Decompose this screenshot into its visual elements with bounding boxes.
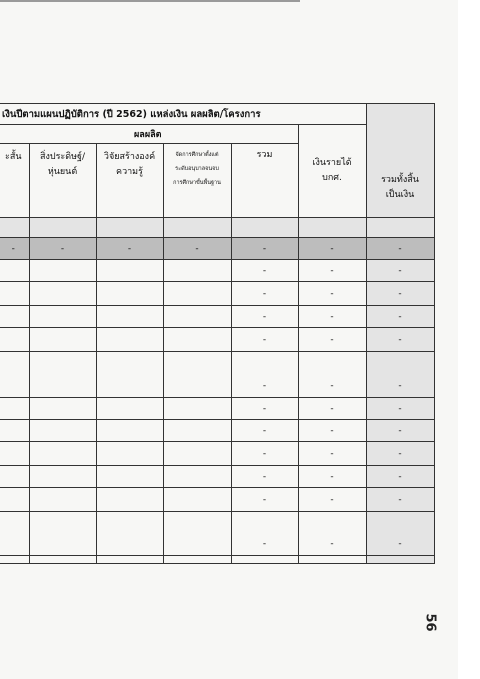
table-title: เงินปีตามแผนปฏิบัติการ (ปี 2562) แหล่งเงิน ผลผลิต/โครงการ [0,104,366,125]
col-sum [231,144,298,218]
dash-cell: - [231,282,298,306]
dash-cell: - [366,260,434,282]
col-education-label-3: การศึกษาขั้นพื้นฐาน [173,180,221,186]
col-education-label-2: ระดับอนุบาลจนจบ [175,166,219,172]
dash-cell: - [298,352,366,398]
dash-cell: - [366,420,434,442]
col-sum-label: รวม [256,150,273,160]
col-research [96,144,163,218]
group-header-output: ผลผลิต [0,125,298,144]
page-number: 56 [422,613,438,632]
dash-cell: - [366,488,434,512]
col-invention-label-1: สิ่งประดิษฐ์/ [39,152,86,162]
dash-cell: - [366,306,434,328]
dash-cell: - [298,306,366,328]
dash-cell: - [231,352,298,398]
dash-cell: - [231,512,298,556]
dash-cell: - [366,352,434,398]
budget-table [0,103,435,564]
col-income-label-2: บกศ. [322,173,342,183]
col-education [163,144,231,218]
col-research-label-2: ความรู้ [116,167,143,177]
dash-cell: - [298,238,366,260]
table-row [0,328,434,352]
dash-cell: - [231,306,298,328]
dash-cell: - [231,442,298,466]
table-row [0,218,434,238]
col-income [298,125,366,218]
table-row [0,466,434,488]
page-margin [458,0,480,679]
col-invention-label-2: หุ่นยนต์ [47,167,78,177]
dash-cell: - [298,442,366,466]
dash-cell: - [298,328,366,352]
dash-cell: - [298,260,366,282]
dash-cell: - [231,466,298,488]
dash-cell: - [298,398,366,420]
dash-cell: - [231,398,298,420]
dash-cell: - [163,238,231,260]
table-row [0,306,434,328]
table-row [0,442,434,466]
dash-cell: - [231,488,298,512]
table-row [0,556,434,564]
table-row [0,420,434,442]
dash-cell: - [29,238,96,260]
dash-cell: - [366,442,434,466]
dash-cell: - [0,238,29,260]
table-row [0,282,434,306]
dash-cell: - [298,282,366,306]
dash-cell: - [298,512,366,556]
table-row [0,488,434,512]
dash-cell: - [366,282,434,306]
dash-cell: - [366,512,434,556]
dash-cell: - [298,420,366,442]
dash-cell: - [231,420,298,442]
col-income-label-1: เงินรายได้ [312,158,352,168]
table-row [0,260,434,282]
dash-cell: - [366,466,434,488]
col-grand-total-label-1: รวมทั้งสิ้น [381,175,419,185]
col-grand-total [366,104,434,218]
dash-cell: - [231,260,298,282]
dash-cell: - [298,466,366,488]
table-row [0,238,434,260]
scan-shadow-line [0,0,300,2]
col-invention [29,144,96,218]
table-row [0,352,434,398]
table-row [0,512,434,556]
col-short-course-label: ะสั้น [5,152,22,162]
dash-cell: - [366,238,434,260]
col-education-label-1: จัดการศึกษาตั้งแต่ [175,152,219,158]
col-short-course [0,144,29,218]
dash-cell: - [96,238,163,260]
col-research-label-1: วิจัยสร้างองค์ [103,152,156,162]
dash-cell: - [231,238,298,260]
dash-cell: - [366,328,434,352]
dash-cell: - [366,398,434,420]
col-grand-total-label-2: เป็นเงิน [385,190,415,200]
dash-cell: - [298,488,366,512]
dash-cell: - [231,328,298,352]
table-row [0,398,434,420]
